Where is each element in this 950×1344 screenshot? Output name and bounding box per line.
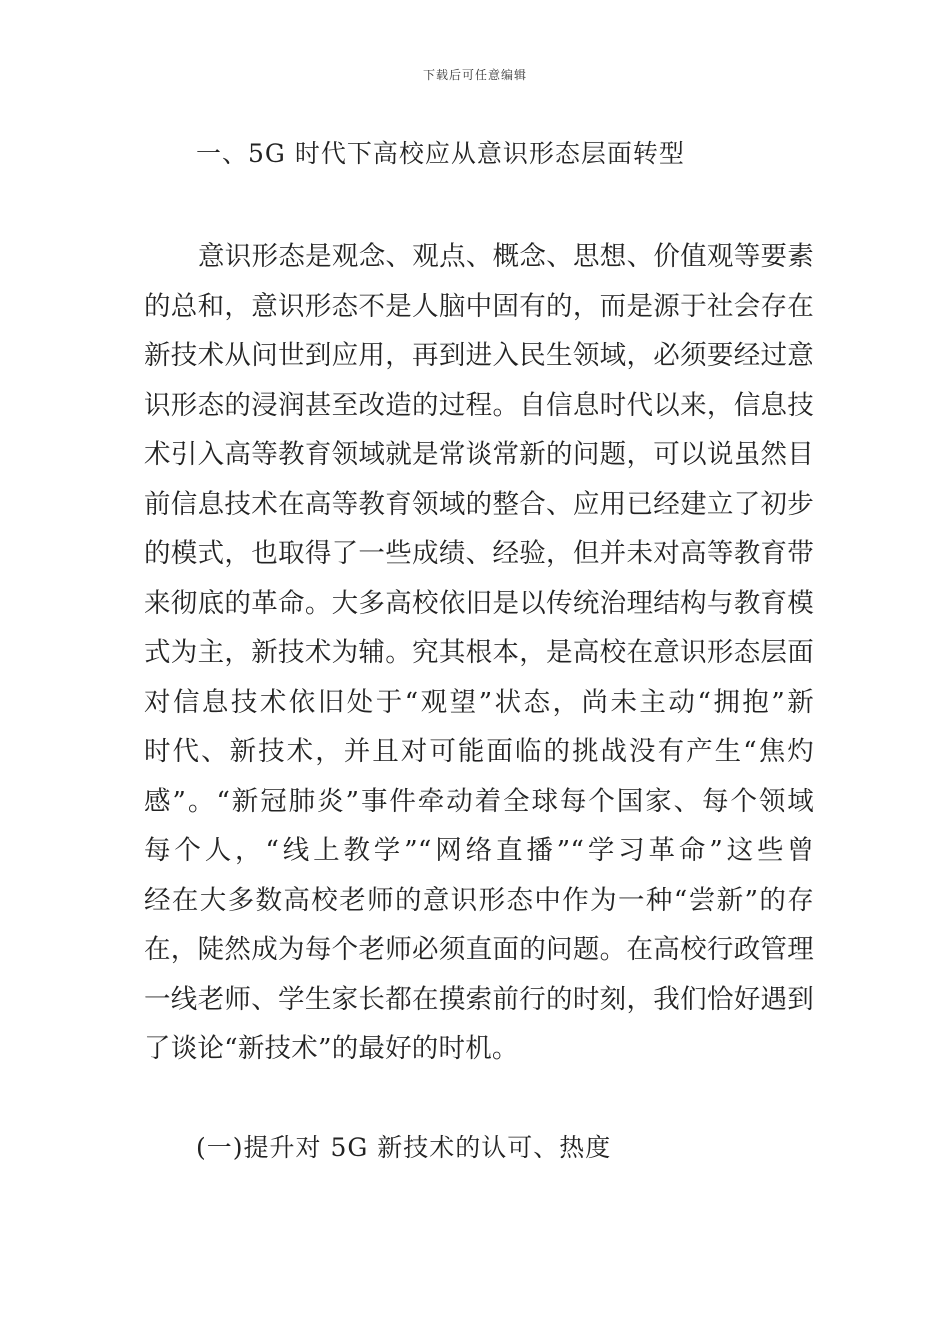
paragraph-line: 感”。“新冠肺炎”事件牵动着全球每个国家、每个领域: [144, 785, 814, 817]
paragraph-line: 一线老师、学生家长都在摸索前行的时刻，我们恰好遇到: [144, 983, 814, 1015]
paragraph-line: 每个人，“线上教学”“网络直播”“学习革命”这些曾: [144, 835, 814, 866]
section-heading: 一、5G 时代下高校应从意识形态层面转型: [196, 139, 685, 168]
paragraph-line: 式为主，新技术为辅。究其根本，是高校在意识形态层面: [144, 637, 814, 668]
paragraph-line: 术引入高等教育领域就是常谈常新的问题，可以说虽然目: [144, 439, 814, 470]
paragraph-line: 来彻底的革命。大多高校依旧是以传统治理结构与教育模: [144, 587, 814, 619]
page-header: 下载后可任意编辑: [422, 68, 527, 82]
subsection-heading: (一)提升对 5G 新技术的认可、热度: [196, 1133, 612, 1162]
paragraph-line: 时代、新技术，并且对可能面临的挑战没有产生“焦灼: [144, 736, 814, 767]
paragraph-line: 识形态的浸润甚至改造的过程。自信息时代以来，信息技: [144, 389, 814, 421]
body-paragraph: [144, 232, 814, 1074]
paragraph-line: 新技术从问世到应用，再到进入民生领域，必须要经过意: [144, 340, 814, 371]
paragraph-line: 经在大多数高校老师的意识形态中作为一种“尝新”的存: [144, 884, 814, 916]
paragraph-line: 对信息技术依旧处于“观望”状态，尚未主动“拥抱”新: [144, 686, 814, 718]
paragraph-line: 了谈论“新技术”的最好的时机。: [144, 1033, 519, 1064]
paragraph-line: 前信息技术在高等教育领域的整合、应用已经建立了初步: [144, 488, 814, 520]
paragraph-line: 意识形态是观念、观点、概念、思想、价值观等要素: [198, 241, 814, 272]
paragraph-line: 的总和，意识形态不是人脑中固有的，而是源于社会存在: [144, 290, 814, 322]
paragraph-line: 的模式，也取得了一些成绩、经验，但并未对高等教育带: [144, 538, 814, 569]
paragraph-line: 在，陡然成为每个老师必须直面的问题。在高校行政管理: [144, 934, 814, 965]
